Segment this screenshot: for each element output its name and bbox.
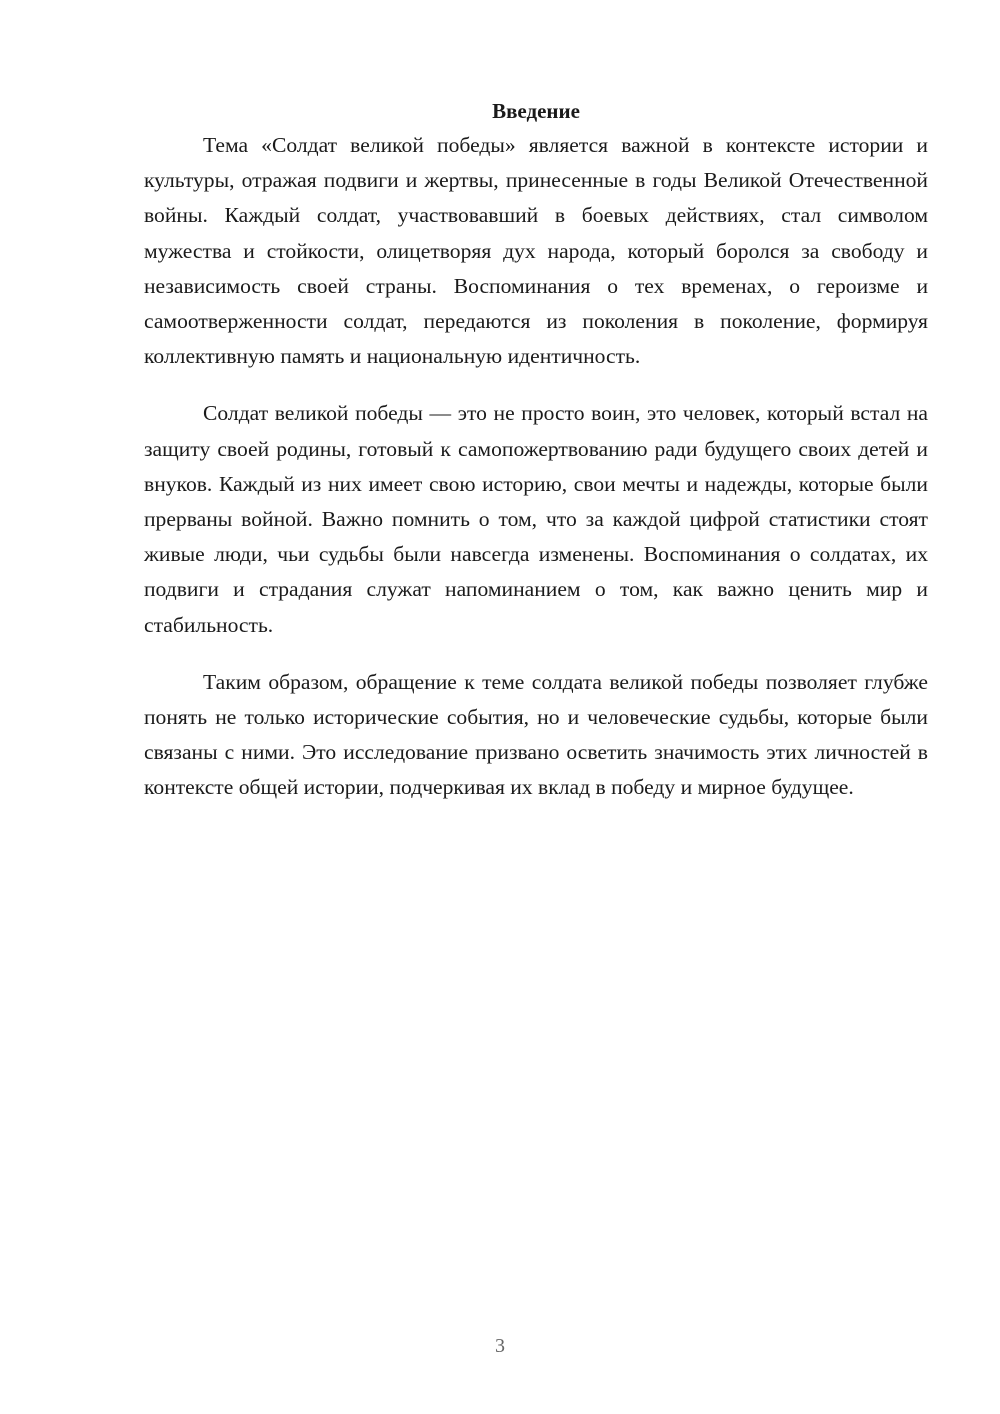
paragraph-3: Таким образом, обращение к теме солдата великой победы позволяет глубже понять не только исторические события, но и человеческие судьбы, которые были связаны с ними. Это исследование призвано осветить значимость этих личностей в контексте общей истории, подчеркивая их вклад в победу и мирное будущее. [144, 669, 928, 800]
paragraph-1: Тема «Солдат великой победы» является важной в контексте истории и культуры, отражая подвиги и жертвы, принесенные в годы Великой Отечественной войны. Каждый солдат, участвовавший в боевых действиях, стал символом мужества и стойкости, олицетворяя дух народа, который боролся за свободу и независимость своей страны. Воспоминания о тех временах, о героизме и самоотверженности солдат, передаются из поколения в поколение, формируя коллективную память и национальную идентичность. [144, 133, 928, 369]
page-content [144, 96, 928, 828]
page-number: 3 [495, 1335, 505, 1357]
paragraph-2: Солдат великой победы — это не просто воин, это человек, который встал на защиту своей родины, готовый к самопожертвованию ради будущего своих детей и внуков. Каждый из них имеет свою историю, свои мечты и надежды, которые были прерваны войной. Важно помнить о том, что за каждой цифрой статистики стоят живые люди, чьи судьбы были навсегда изменены. Воспоминания о солдатах, их подвиги и страдания служат напоминанием о том, как важно ценить мир и стабильность. [144, 401, 928, 637]
section-heading: Введение [492, 99, 580, 123]
